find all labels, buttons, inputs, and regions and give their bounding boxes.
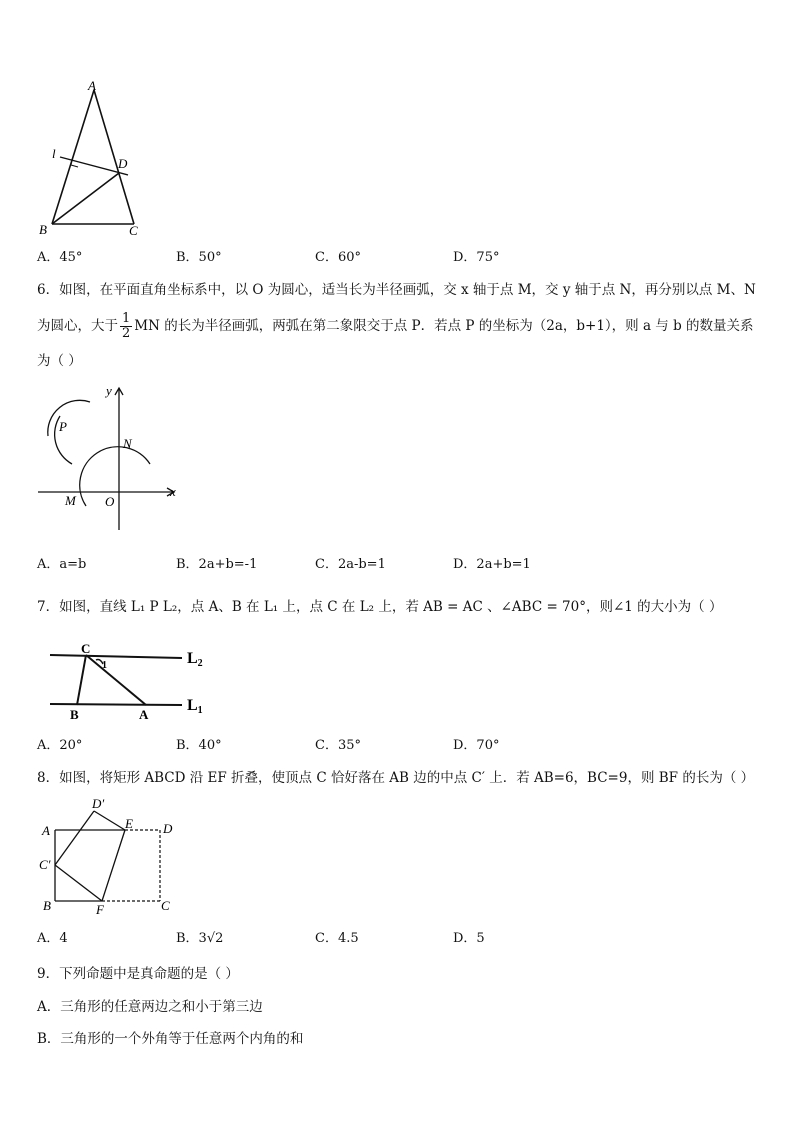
q6-fraction: $\frac{1}{2}$ — [122, 311, 131, 341]
q8-option-d: D．5 — [453, 931, 485, 946]
q5-figure — [30, 78, 160, 240]
q6-stem-line3: 为（ ） — [37, 353, 82, 369]
q7-stem: 7．如图，直线 L₁ P L₂，点 A、B 在 L₁ 上，点 C 在 L₂ 上，若 AB = AC 、∠ABC = 70°，则∠1 的大小为（ ） — [37, 599, 723, 615]
q7-label-L2: L2 — [187, 650, 203, 669]
q6-line2-post: MN 的长为半径画弧，两弧在第二象限交于点 P．若点 P 的坐标为（2a，b+1），则 a 与 b 的数量关系 — [134, 318, 754, 334]
q6-option-a: A．a=b — [37, 557, 87, 572]
q5-label-D: D — [118, 156, 128, 171]
q5-option-d: D．75° — [453, 250, 500, 265]
q7-option-a: A．20° — [37, 738, 83, 753]
q6-label-O: O — [105, 494, 115, 509]
q8-label-E: E — [125, 816, 133, 831]
q6-option-c: C．2a-b=1 — [315, 557, 386, 572]
q6-stem-line1: 6．如图，在平面直角坐标系中，以 O 为圆心，适当长为半径画弧，交 x 轴于点 M，交 y 轴于点 N，再分别以点 M、N — [37, 282, 756, 298]
q8-label-Cp: C′ — [39, 857, 51, 872]
q5-option-b: B．50° — [176, 250, 222, 265]
q6-figure — [30, 380, 190, 540]
q6-label-M: M — [65, 493, 76, 508]
q7-option-c: C．35° — [315, 738, 361, 753]
q8-figure — [34, 795, 184, 919]
q8-label-A: A — [42, 823, 50, 838]
q7-label-A: A — [139, 707, 149, 722]
q8-label-Dp: D′ — [92, 796, 105, 811]
q7-option-d: D．70° — [453, 738, 500, 753]
q5-label-l: l — [52, 146, 56, 161]
q8-label-D: D — [163, 821, 173, 836]
q8-label-F: F — [96, 902, 104, 917]
q8-option-a: A．4 — [37, 931, 68, 946]
q6-label-N: N — [123, 436, 132, 451]
q6-option-d: D．2a+b=1 — [453, 557, 531, 572]
q5-label-A: A — [88, 78, 96, 93]
q5-option-a: A．45° — [37, 250, 83, 265]
q6-line2-pre: 为圆心，大于 — [37, 318, 118, 334]
q9-option-a: A．三角形的任意两边之和小于第三边 — [37, 999, 263, 1015]
q7-label-1: 1 — [102, 660, 107, 671]
q8-stem: 8．如图，将矩形 ABCD 沿 EF 折叠，使顶点 C 恰好落在 AB 边的中点 C′ 上．若 AB=6，BC=9，则 BF 的长为（ ） — [37, 770, 755, 786]
q7-label-B: B — [70, 707, 79, 722]
q7-figure — [44, 638, 224, 724]
q8-option-b: B．3√2 — [176, 931, 224, 946]
q9-stem: 9．下列命题中是真命题的是（ ） — [37, 966, 239, 982]
q6-label-y: y — [106, 383, 112, 398]
q5-option-c: C．60° — [315, 250, 361, 265]
q6-label-x: x — [170, 484, 176, 499]
q8-label-C: C — [161, 898, 170, 913]
q9-option-b: B．三角形的一个外角等于任意两个内角的和 — [37, 1031, 304, 1047]
q7-label-C: C — [81, 641, 91, 656]
q8-option-c: C．4.5 — [315, 931, 359, 946]
q7-label-L1: L1 — [187, 697, 203, 716]
q5-label-C: C — [129, 223, 138, 238]
q5-label-B: B — [39, 222, 47, 237]
q6-label-P: P — [59, 419, 67, 434]
q8-label-B: B — [43, 898, 51, 913]
q6-stem-line2 — [37, 311, 754, 341]
q7-option-b: B．40° — [176, 738, 222, 753]
q6-option-b: B．2a+b=-1 — [176, 557, 258, 572]
